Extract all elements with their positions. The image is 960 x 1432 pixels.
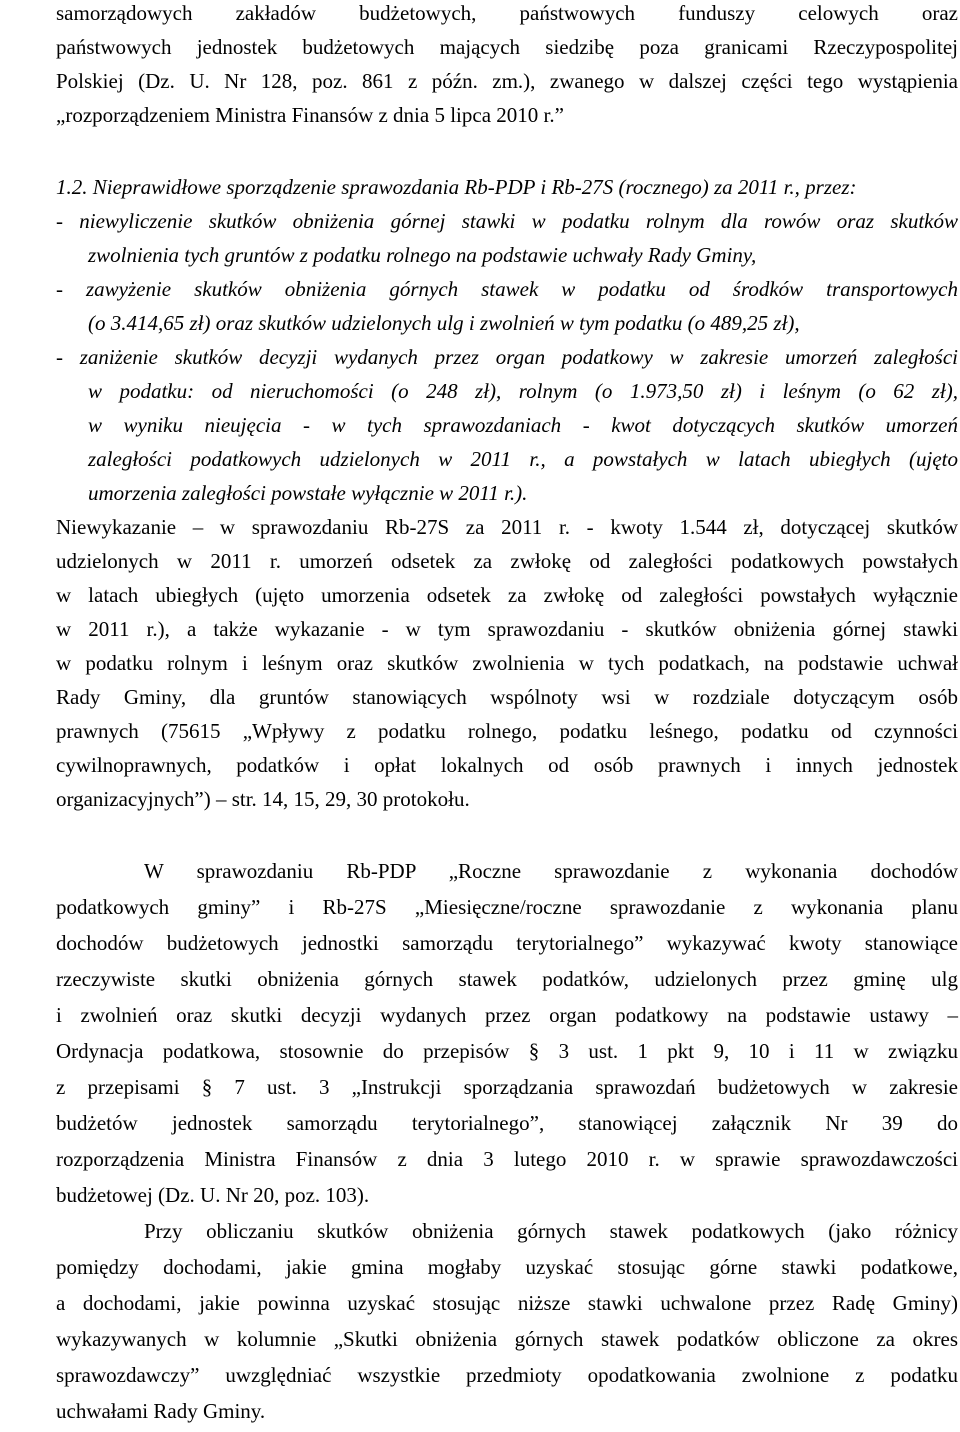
paragraph-line: podatkowych gminy” i Rb-27S „Miesięczne/roczne sprawozdanie z wykonania planu [56, 895, 958, 919]
nonreport-line: w 2011 r.), a także wykazanie - w tym sprawozdaniu - skutków obniżenia górnej stawki [56, 617, 958, 641]
paragraph-line: dochodów budżetowych jednostki samorządu terytorialnego” wykazywać kwoty stanowiące [56, 931, 958, 955]
paragraph-line: W sprawozdaniu Rb-PDP „Roczne sprawozdanie z wykonania dochodów [144, 859, 958, 883]
nonreport-line: prawnych (75615 „Wpływy z podatku rolnego, podatku leśnego, podatku od czynności [56, 719, 958, 743]
intro-line: państwowych jednostek budżetowych mających siedzibę poza granicami Rzeczypospolitej [56, 35, 958, 59]
intro-line: samorządowych zakładów budżetowych, państwowych funduszy celowych oraz [56, 1, 958, 25]
bullet-line: umorzenia zaległości powstałe wyłącznie w 2011 r.). [88, 481, 528, 505]
intro-line: Polskiej (Dz. U. Nr 128, poz. 861 z późn. zm.), zwanego w dalszej części tego wystąpienia [56, 69, 958, 93]
bullet-line: - zawyżenie skutków obniżenia górnych stawek w podatku od środków transportowych [56, 277, 958, 301]
bullet-line: - zaniżenie skutków decyzji wydanych przez organ podatkowy w zakresie umorzeń zaległości [56, 345, 958, 369]
nonreport-line: organizacyjnych”) – str. 14, 15, 29, 30 protokołu. [56, 787, 470, 811]
bullet-line: w wyniku nieujęcia - w tych sprawozdaniach - kwot dotyczących skutków umorzeń [88, 413, 958, 437]
paragraph-line: pomiędzy dochodami, jakie gmina mogłaby uzyskać stosując górne stawki podatkowe, [56, 1255, 958, 1279]
nonreport-line: Niewykazanie – w sprawozdaniu Rb-27S za 2011 r. - kwoty 1.544 zł, dotyczącej skutków [56, 515, 958, 539]
nonreport-line: udzielonych w 2011 r. umorzeń odsetek za zwłokę od zaległości podatkowych powstałych [56, 549, 958, 573]
paragraph-line: a dochodami, jakie powinna uzyskać stosując niższe stawki uchwalone przez Radę Gminy) [56, 1291, 958, 1315]
paragraph-line: budżetów jednostek samorządu terytorialnego”, stanowiącej załącznik Nr 39 do [56, 1111, 958, 1135]
paragraph-line: sprawozdawczy” uwzględniać wszystkie przedmioty opodatkowania zwolnione z podatku [56, 1363, 958, 1387]
nonreport-line: w podatku rolnym i leśnym oraz skutków zwolnienia w tych podatkach, na podstawie uchwał [56, 651, 958, 675]
paragraph-line: z przepisami § 7 ust. 3 „Instrukcji sporządzania sprawozdań budżetowych w zakresie [56, 1075, 958, 1099]
intro-line: „rozporządzeniem Ministra Finansów z dnia 5 lipca 2010 r.” [56, 103, 564, 127]
paragraph-line: wykazywanych w kolumnie „Skutki obniżenia górnych stawek podatków obliczone za okres [56, 1327, 958, 1351]
paragraph-line: i zwolnień oraz skutki decyzji wydanych przez organ podatkowy na podstawie ustawy – [56, 1003, 958, 1027]
paragraph-line: uchwałami Rady Gminy. [56, 1399, 266, 1423]
paragraph-line: budżetowej (Dz. U. Nr 20, poz. 103). [56, 1183, 370, 1207]
paragraph-line: rzeczywiste skutki obniżenia górnych stawek podatków, udzielonych przez gminę ulg [56, 967, 958, 991]
paragraph-line: rozporządzenia Ministra Finansów z dnia 3 lutego 2010 r. w sprawie sprawozdawczości [56, 1147, 958, 1171]
paragraph-line: Ordynacja podatkowa, stosownie do przepisów § 3 ust. 1 pkt 9, 10 i 11 w związku [56, 1039, 958, 1063]
paragraph-line: Przy obliczaniu skutków obniżenia górnych stawek podatkowych (jako różnicy [144, 1219, 958, 1243]
bullet-line: zaległości podatkowych udzielonych w 2011 r., a powstałych w latach ubiegłych (ujęto [88, 447, 958, 471]
bullet-line: zwolnienia tych gruntów z podatku rolnego na podstawie uchwały Rady Gminy, [88, 243, 757, 267]
bullet-line: w podatku: od nieruchomości (o 248 zł), rolnym (o 1.973,50 zł) i leśnym (o 62 zł), [88, 379, 958, 403]
nonreport-line: Rady Gminy, dla gruntów stanowiących wspólnoty wsi w rozdziale dotyczącym osób [56, 685, 958, 709]
nonreport-line: cywilnoprawnych, podatków i opłat lokalnych od osób prawnych i innych jednostek [56, 753, 958, 777]
bullet-line: (o 3.414,65 zł) oraz skutków udzielonych ulg i zwolnień w tym podatku (o 489,25 zł), [88, 311, 800, 335]
nonreport-line: w latach ubiegłych (ujęto umorzenia odsetek za zwłokę od zaległości powstałych wyłącznie [56, 583, 958, 607]
bullet-line: - niewyliczenie skutków obniżenia górnej stawki w podatku rolnym dla rowów oraz skutków [56, 209, 958, 233]
section-heading: 1.2. Nieprawidłowe sporządzenie sprawozdania Rb-PDP i Rb-27S (rocznego) za 2011 r., przez: [56, 175, 857, 199]
